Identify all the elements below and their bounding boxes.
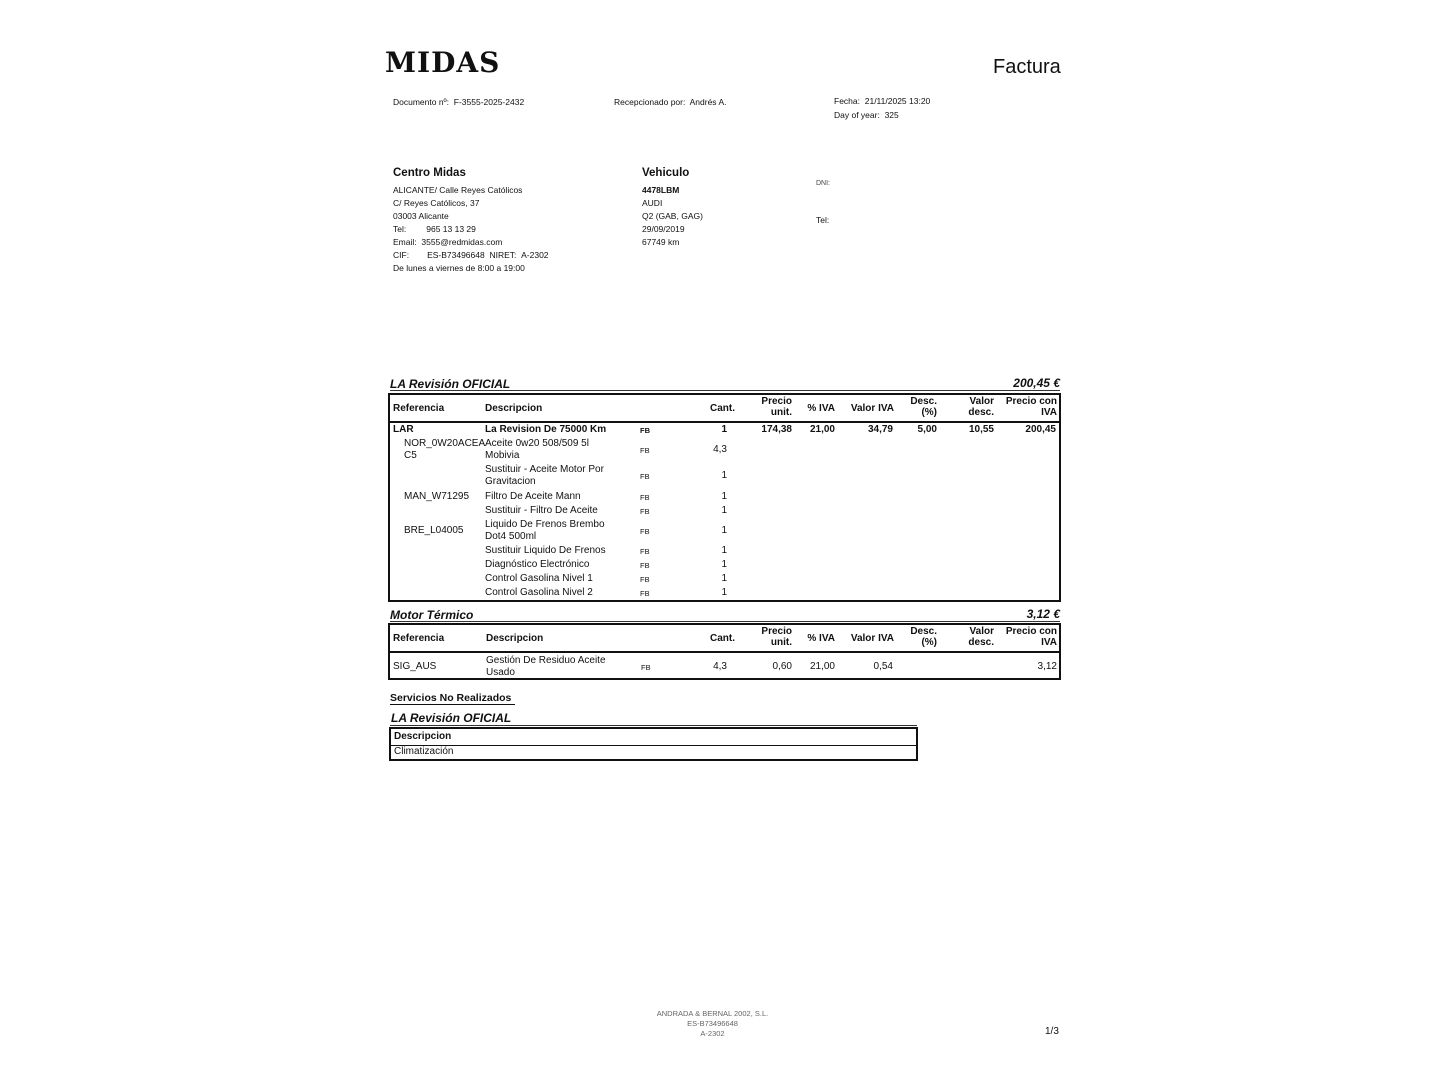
- table-no-realizados: [389, 727, 918, 761]
- cliente-tel-label: Tel:: [816, 215, 830, 225]
- section-divider: [390, 621, 1060, 622]
- centro-title: Centro Midas: [393, 167, 466, 179]
- page-number: 1/3: [1045, 1026, 1059, 1037]
- day-of-year: Day of year: 325: [834, 110, 899, 120]
- table-row: Climatización: [391, 746, 916, 761]
- table-revision: Referencia Descripcion Cant. Precio unit. % IVA Valor IVA Desc. (%) Valor desc. Precio con IVA LAR La Revision De 75000 Km FB 1 174,38 21,00 34,79 5,00 10,55 200,45 NOR_0W20ACEA C5 Aceite 0w20 508/509 5l Mobivia FB 4,3 Sustituir - Aceite Motor Por Gravitacion FB 1 MAN_W71295 Filtro De Aceite Mann FB 1 Sustituir - Filtro De Aceite FB 1 BRE_L04005 Liquido De Frenos Brembo Dot4 500ml FB 1 Sustituir Liquido De Frenos FB 1 Diagnóstico Electrónico FB 1 Control Gasolina Nivel 1 FB 1 Control Gasolina Nivel 2 FB 1: [388, 393, 1061, 602]
- section-total-motor: 3,12 €: [1026, 607, 1060, 621]
- section-divider: [390, 390, 1060, 391]
- section-total-revision: 200,45 €: [1013, 376, 1060, 390]
- section-divider: [390, 725, 917, 726]
- no-realizados-heading: Servicios No Realizados: [390, 692, 515, 705]
- no-realizados-title: LA Revisión OFICIAL: [391, 711, 512, 725]
- table-header: Referencia Descripcion Cant. Precio unit. % IVA Valor IVA Desc. (%) Valor desc. Precio con IVA: [390, 625, 1059, 653]
- recepcionado-por: Recepcionado por: Andrés A.: [614, 97, 727, 107]
- document-type: Factura: [993, 56, 1061, 78]
- footer-stamp: ANDRADA & BERNAL 2002, S.L. ES-B73496648 A-2302: [656, 1009, 769, 1038]
- midas-logo: MIDAS: [385, 46, 501, 79]
- table-header: Descripcion: [391, 729, 916, 746]
- table-header: Referencia Descripcion Cant. Precio unit. % IVA Valor IVA Desc. (%) Valor desc. Precio con IVA: [390, 395, 1059, 423]
- cliente-dni-label: DNI:: [816, 180, 830, 187]
- centro-address: ALICANTE/ Calle Reyes Católicos C/ Reyes Católicos, 37 03003 Alicante Tel: 965 13 13 29 Email: 3555@redmidas.com CIF: ES-B73496648 NIRET: A-2302 De lunes a viernes de 8:00 a 19:00: [393, 185, 549, 273]
- documento-number: Documento nº: F-3555-2025-2432: [393, 97, 525, 107]
- section-title-motor: Motor Térmico: [390, 608, 474, 622]
- fecha: Fecha: 21/11/2025 13:20: [834, 96, 931, 106]
- vehiculo-details: 4478LBM AUDI Q2 (GAB, GAG) 29/09/2019 67749 km: [642, 185, 703, 247]
- vehiculo-title: Vehiculo: [642, 167, 690, 179]
- table-motor: Referencia Descripcion Cant. Precio unit. % IVA Valor IVA Desc. (%) Valor desc. Precio con IVA SIG_AUS Gestión De Residuo Aceite Usado FB 4,3 0,60 21,00 0,54 3,12: [388, 623, 1061, 680]
- section-title-revision: LA Revisión OFICIAL: [390, 377, 511, 391]
